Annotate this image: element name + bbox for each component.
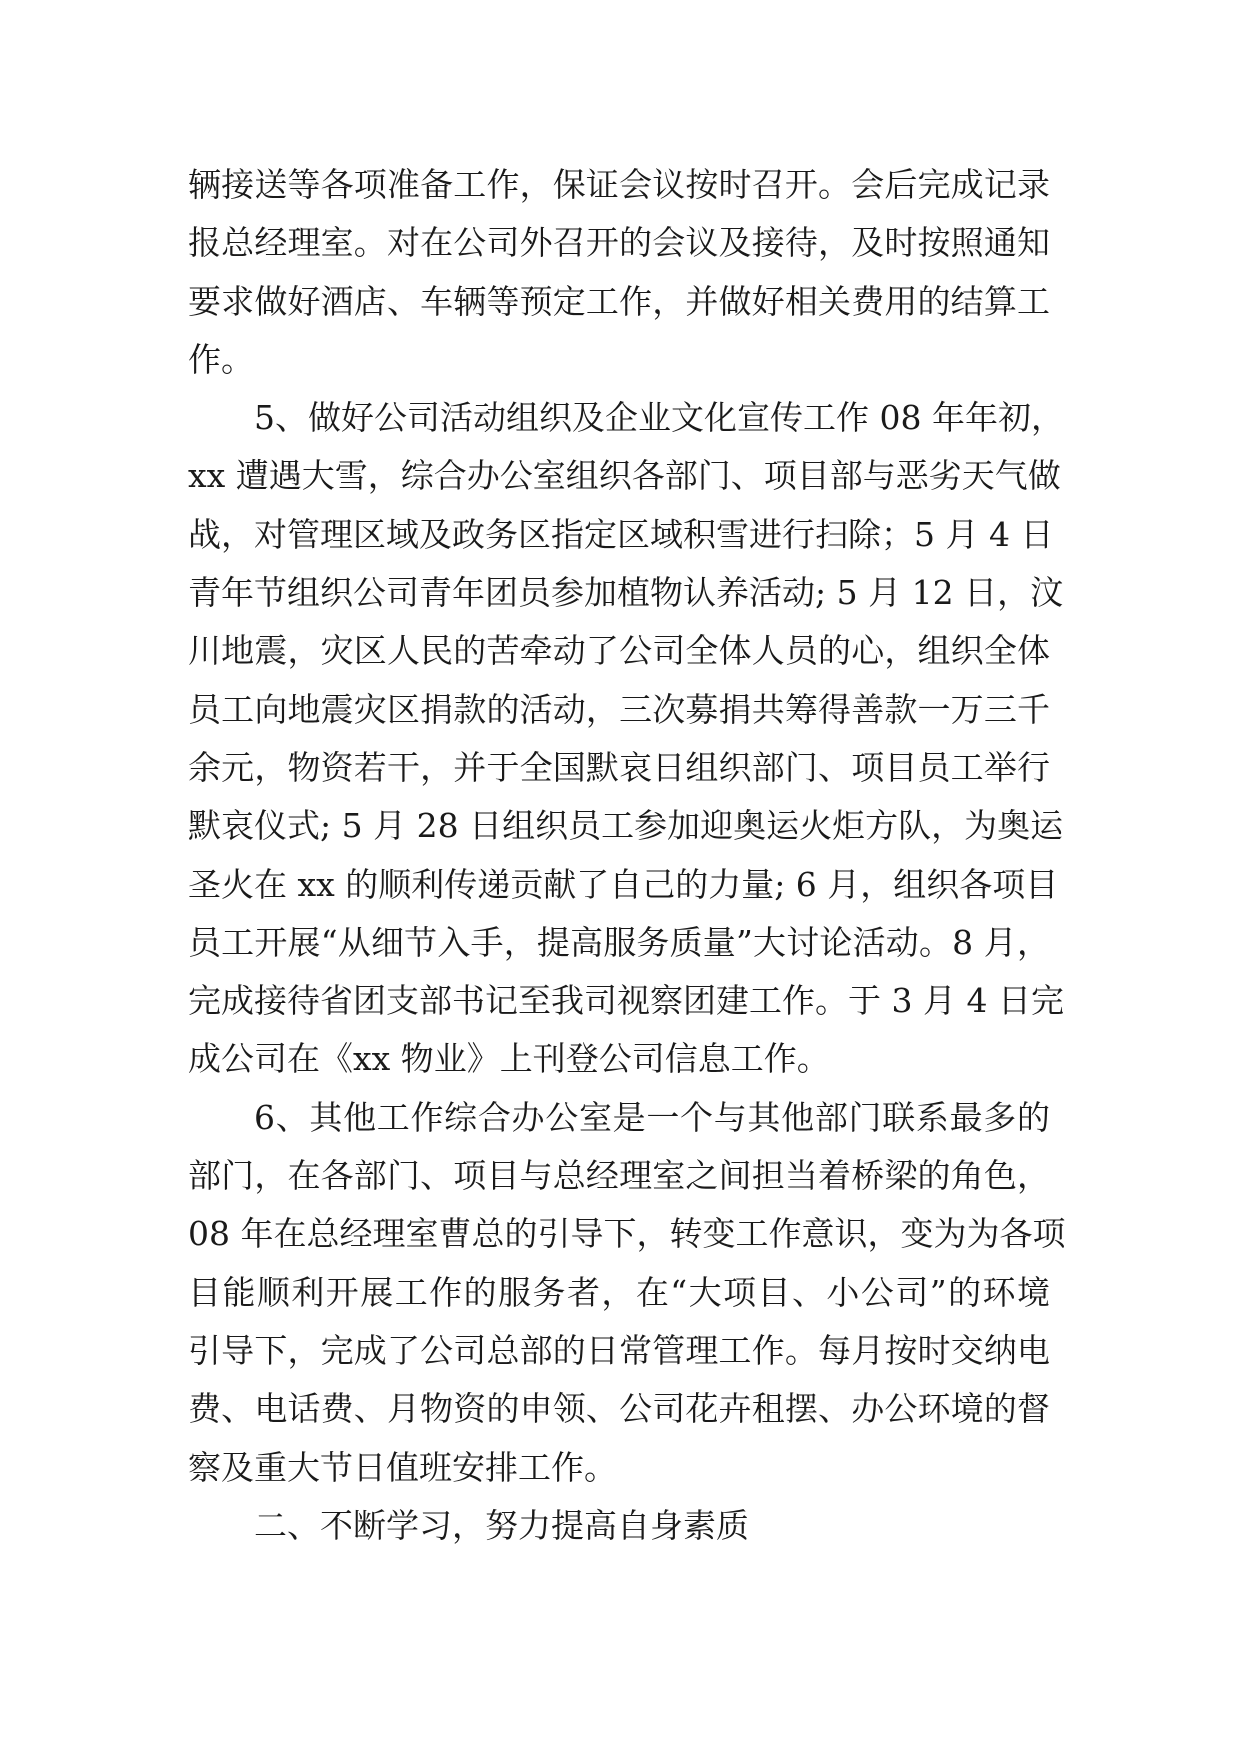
text-line: 余元，物资若干，并于全国默哀日组织部门、项目员工举行 (188, 747, 1050, 787)
text-line: 战，对管理区域及政务区指定区域积雪进行扫除；5 月 4 日 (188, 514, 1054, 554)
paragraph-meeting-arrangements (188, 156, 1050, 389)
text-line: 目能顺利开展工作的服务者，在“大项目、小公司”的环境 (188, 1272, 1050, 1312)
text-line: 08 年在总经理室曹总的引导下，转变工作意识，变为为各项 (188, 1214, 1066, 1254)
text-line: 员工向地震灾区捐款的活动，三次募捐共筹得善款一万三千 (188, 689, 1050, 729)
text-line: 引导下，完成了公司总部的日常管理工作。每月按时交纳电 (188, 1330, 1050, 1370)
text-line: 部门，在各部门、项目与总经理室之间担当着桥梁的角色， (188, 1156, 1050, 1196)
text-line: 5、做好公司活动组织及企业文化宣传工作 08 年年初， (254, 398, 1064, 438)
text-line: 作。 (188, 339, 254, 379)
text-line: xx 遭遇大雪，综合办公室组织各部门、项目部与恶劣天气做 (188, 456, 1061, 496)
text-line: 员工开展“从细节入手，提高服务质量”大讨论活动。8 月， (188, 922, 1050, 962)
document-body (188, 156, 1066, 1555)
text-line: 圣火在 xx 的顺利传递贡献了自己的力量; 6 月，组织各项目 (188, 864, 1059, 904)
paragraph-item-5-activities (188, 389, 1064, 1089)
text-line: 辆接送等各项准备工作，保证会议按时召开。会后完成记录 (188, 165, 1050, 204)
text-line: 报总经理室。对在公司外召开的会议及接待，及时按照通知 (188, 223, 1050, 263)
paragraph-item-6-other-work (188, 1089, 1066, 1497)
text-line: 默哀仪式; 5 月 28 日组织员工参加迎奥运火炬方队，为奥运 (188, 806, 1064, 846)
section-heading-two (188, 1497, 1050, 1555)
text-line: 成公司在《xx 物业》上刊登公司信息工作。 (188, 1039, 830, 1079)
text-line: 6、其他工作综合办公室是一个与其他部门联系最多的 (254, 1097, 1050, 1137)
text-line: 川地震，灾区人民的苦牵动了公司全体人员的心，组织全体 (188, 631, 1050, 671)
section-heading: 二、不断学习，努力提高自身素质 (254, 1505, 749, 1545)
text-line: 青年节组织公司青年团员参加植物认养活动; 5 月 12 日，汶 (188, 573, 1064, 613)
text-line: 察及重大节日值班安排工作。 (188, 1447, 617, 1487)
text-line: 要求做好酒店、车辆等预定工作，并做好相关费用的结算工 (188, 281, 1050, 321)
text-line: 完成接待省团支部书记至我司视察团建工作。于 3 月 4 日完 (188, 981, 1064, 1021)
text-line: 费、电话费、月物资的申领、公司花卉租摆、办公环境的督 (188, 1389, 1050, 1429)
